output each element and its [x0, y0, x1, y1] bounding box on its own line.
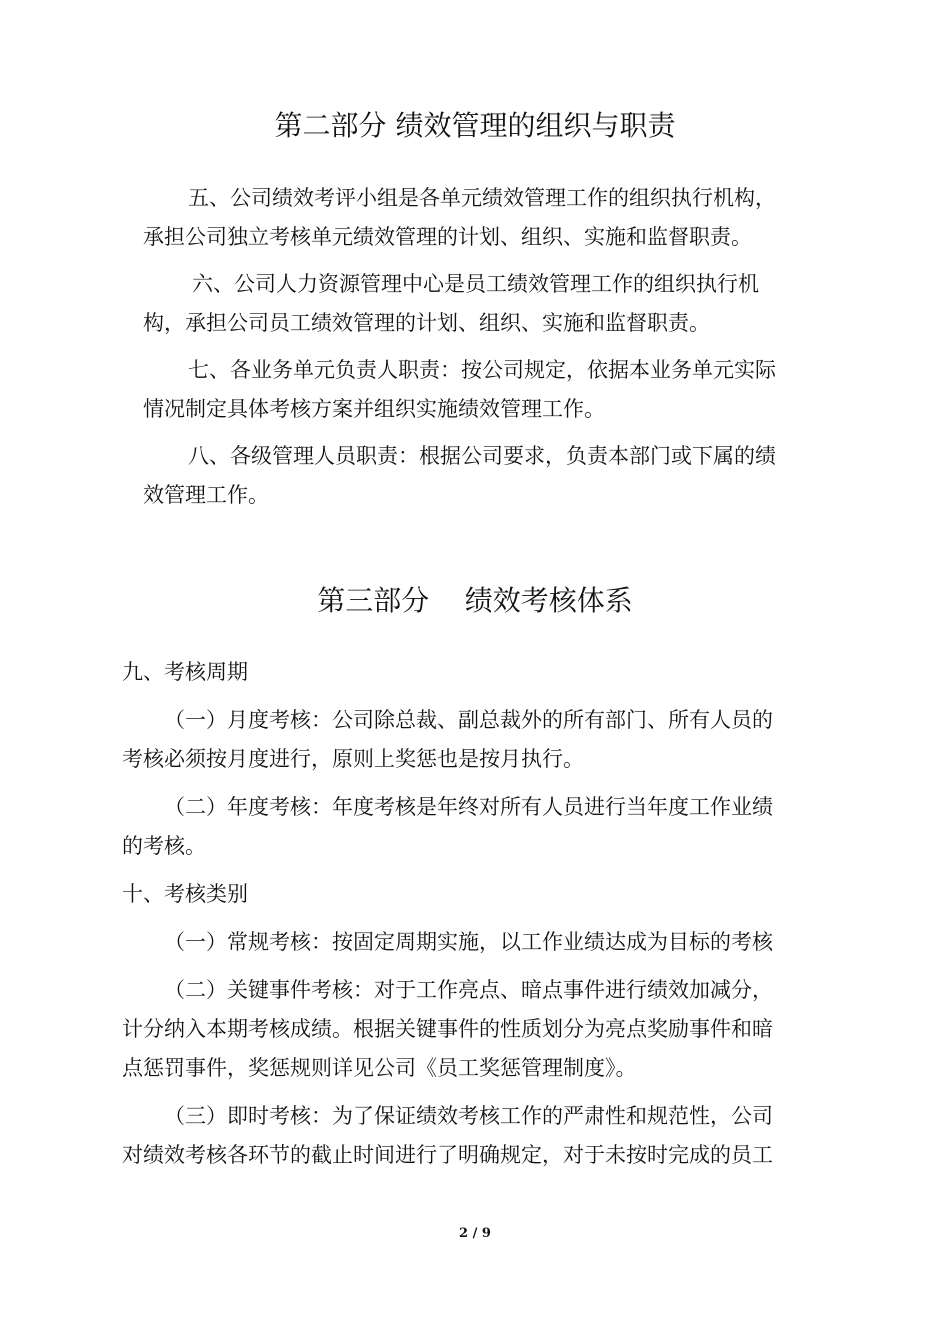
para-10-2-line-1: （二）关键事件考核：对于工作亮点、暗点事件进行绩效加减分，	[164, 978, 773, 1002]
para-7-line-1: 七、各业务单元负责人职责：按公司规定，依据本业务单元实际	[188, 358, 776, 382]
para-6-line-1: 六、公司人力资源管理中心是员工绩效管理工作的组织执行机	[192, 272, 759, 296]
para-5-line-2: 承担公司独立考核单元绩效管理的计划、组织、实施和监督职责。	[143, 225, 752, 249]
para-10-3-line-2: 对绩效考核各环节的截止时间进行了明确规定，对于未按时完成的员工	[122, 1143, 773, 1167]
para-10-2-line-2: 计分纳入本期考核成绩。根据关键事件的性质划分为亮点奖励事件和暗	[122, 1017, 773, 1041]
heading-10: 十、考核类别	[122, 882, 248, 906]
page-number: 2 / 9	[459, 1226, 491, 1241]
section-2-title: 第二部分 绩效管理的组织与职责	[274, 109, 676, 142]
para-8-line-1: 八、各级管理人员职责：根据公司要求，负责本部门或下属的绩	[188, 444, 776, 468]
para-10-2-line-3: 点惩罚事件，奖惩规则详见公司《员工奖惩管理制度》。	[122, 1056, 637, 1080]
heading-9: 九、考核周期	[122, 660, 248, 684]
para-10-3-line-1: （三）即时考核：为了保证绩效考核工作的严肃性和规范性，公司	[164, 1104, 773, 1128]
para-9-2-line-1: （二）年度考核：年度考核是年终对所有人员进行当年度工作业绩	[164, 795, 773, 819]
para-10-1-line-1: （一）常规考核：按固定周期实施，以工作业绩达成为目标的考核	[164, 930, 773, 954]
para-8-line-2: 效管理工作。	[143, 483, 269, 507]
section-3-title: 第三部分 绩效考核体系	[317, 584, 633, 617]
para-9-2-line-2: 的考核。	[122, 834, 206, 858]
para-9-1-line-2: 考核必须按月度进行，原则上奖惩也是按月执行。	[122, 747, 584, 771]
para-9-1-line-1: （一）月度考核：公司除总裁、副总裁外的所有部门、所有人员的	[164, 708, 773, 732]
para-6-line-2: 构，承担公司员工绩效管理的计划、组织、实施和监督职责。	[143, 311, 710, 335]
para-5-line-1: 五、公司绩效考评小组是各单元绩效管理工作的组织执行机构，	[188, 186, 776, 210]
para-7-line-2: 情况制定具体考核方案并组织实施绩效管理工作。	[143, 397, 605, 421]
